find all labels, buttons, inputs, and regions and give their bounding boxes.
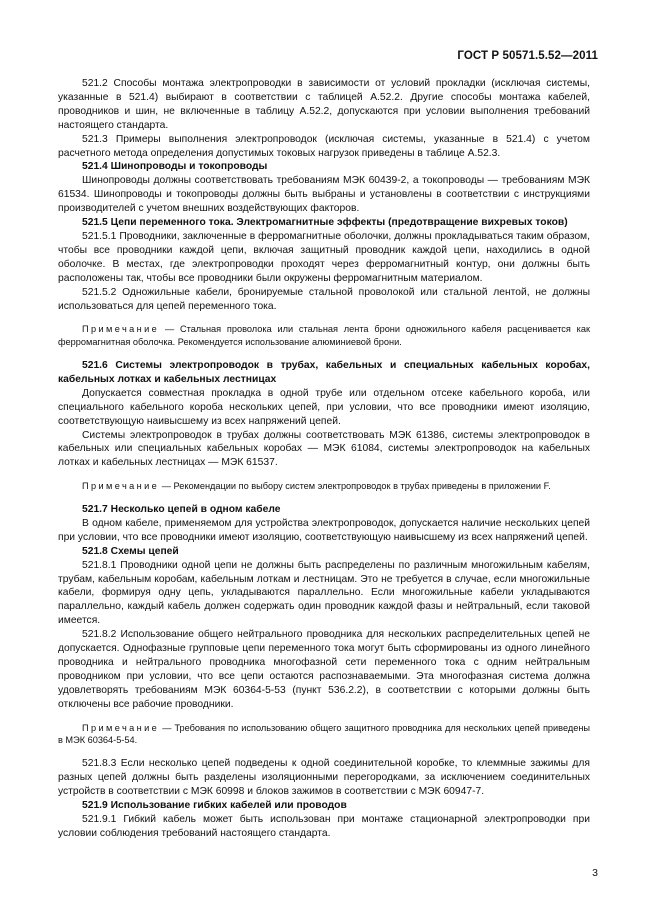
paragraph-521-6-a: Допускается совместная прокладка в одной трубе или отдельном отсеке кабельного короба, или специального кабельного короба нескольких цепей, при условии, что все проводники имеют изоляцию, соответствующую наивысшему из всех напряжений цепей. (58, 387, 590, 427)
heading-521-6: 521.6 Системы электропроводок в трубах, кабельных и специальных кабельных коробах, кабельных лотках и кабельных лестницах (58, 360, 590, 385)
paragraph-521-6-b: Системы электропроводок в трубах должны соответствовать МЭК 61386, системы электропроводок в кабельных или специальных кабельных коробах — МЭК 61084, системы электропроводок на кабельных лотках и кабельных лестницах — МЭК 61537. (58, 429, 590, 469)
note-521-5 (58, 323, 590, 349)
heading-521-8: 521.8 Схемы цепей (82, 545, 179, 557)
heading-521-7: 521.7 Несколько цепей в одном кабеле (82, 504, 281, 516)
paragraph-521-7: В одном кабеле, применяемом для устройства электропроводок, допускается наличие нескольких цепей при условии, что все проводники имеют изоляцию, соответствующую наивысшему из всех напряжений цепей. (58, 517, 590, 543)
note-text: — Рекомендации по выбору систем электропроводок в трубах приведены в приложении F. (161, 481, 551, 492)
heading-521-5: 521.5 Цепи переменного тока. Электромагнитные эффекты (предотвращение вихревых токов) (82, 217, 568, 229)
heading-521-4: 521.4 Шинопроводы и токопроводы (82, 161, 268, 173)
paragraph-521-4-text: Шинопроводы должны соответствовать требованиям МЭК 60439-2, а токопроводы — требованиям МЭК 61534. Шинопроводы и токопроводы должны быть выбраны и установлены в соответствии с инструкциями производителей с учетом внешних воздействующих факторов. (58, 175, 590, 215)
page-number: 3 (592, 867, 598, 879)
paragraph-521-5-1: 521.5.1 Проводники, заключенные в ферромагнитные оболочки, должны прокладываться таким образом, чтобы все проводники каждой цепи, включая защитный проводник каждой цепи, находились в одной оболочке. В местах, где электропроводки проходят через ферромагнитный контур, они должны быть расположены так, чтобы все проводники были окружены ферромагнитным материалом. (58, 230, 590, 284)
paragraph-521-8-2: 521.8.2 Использование общего нейтрального проводника для нескольких распределительных цепей не допускается. Однофазные групповые цепи переменного тока могут быть сформированы из одного линейного проводника и нейтрального проводника многофазной сети переменного тока с одним нейтральным проводником при условии, что все цепи остаются распознаваемыми. Эта многофазная система должна удовлетворять требованиям МЭК 60364-5-53 (пункт 536.2.2), в соответствии с которыми должны быть отключены все рабочие проводники. (58, 629, 590, 710)
paragraph-521-8-1: 521.8.1 Проводники одной цепи не должны быть распределены по различным многожильным кабелям, трубам, кабельным коробам, кабельным лоткам и лестницам. Это не требуется в случае, если многожильные кабели, формируя одну цепь, укладываются параллельно. Если многожильные кабели укладываются параллельно, каждый кабель должен содержать один проводник каждой фазы и нейтральный, если таковой имеется. (58, 559, 590, 627)
note-text: — Требования по использованию общего защитного проводника для нескольких цепей приведены в МЭК 60364-5-54. (58, 722, 590, 746)
heading-521-9: 521.9 Использование гибких кабелей или проводов (82, 799, 347, 811)
paragraph-521-3: 521.3 Примеры выполнения электропроводок (исключая системы, указанные в 521.4) с учетом расчетного метода определения допустимых токовых нагрузок приведены в таблице А.52.3. (58, 133, 590, 159)
note-label: Примечание (82, 324, 160, 335)
document-body (58, 77, 590, 841)
note-521-8 (58, 722, 590, 748)
paragraph-521-9-1: 521.9.1 Гибкий кабель может быть использован при монтаже стационарной электропроводки при условии соблюдения требований настоящего стандарта. (58, 813, 590, 839)
note-text: — Стальная проволока или стальная лента брони одножильного кабеля расценивается как ферромагнитная оболочка. Рекомендуется использование алюминиевой брони. (58, 324, 591, 348)
paragraph-521-8-3: 521.8.3 Если несколько цепей подведены к одной соединительной коробке, то клеммные зажимы для разных цепей должны быть разделены изоляционными перегородками, за исключением соединительных устройств в соответствии с МЭК 60998 и блоков зажимов в соответствии с МЭК 60947-7. (58, 758, 590, 798)
note-label: Примечание (82, 722, 160, 733)
note-label: Примечание (82, 481, 160, 492)
paragraph-521-5-2: 521.5.2 Одножильные кабели, бронируемые стальной проволокой или стальной лентой, не должны использоваться для цепей переменного тока. (58, 286, 590, 312)
paragraph-521-2: 521.2 Способы монтажа электропроводки в зависимости от условий прокладки (исключая системы, указанные в 521.4) выбирают в соответствии с таблицей А.52.2. Другие способы монтажа кабелей, проводников и шин, не включенные в таблицу А.52.2, допускаются при условии выполнения требований настоящего стандарта. (58, 78, 590, 131)
note-521-6 (58, 480, 590, 493)
document-id-header: ГОСТ Р 50571.5.52—2011 (457, 50, 598, 62)
